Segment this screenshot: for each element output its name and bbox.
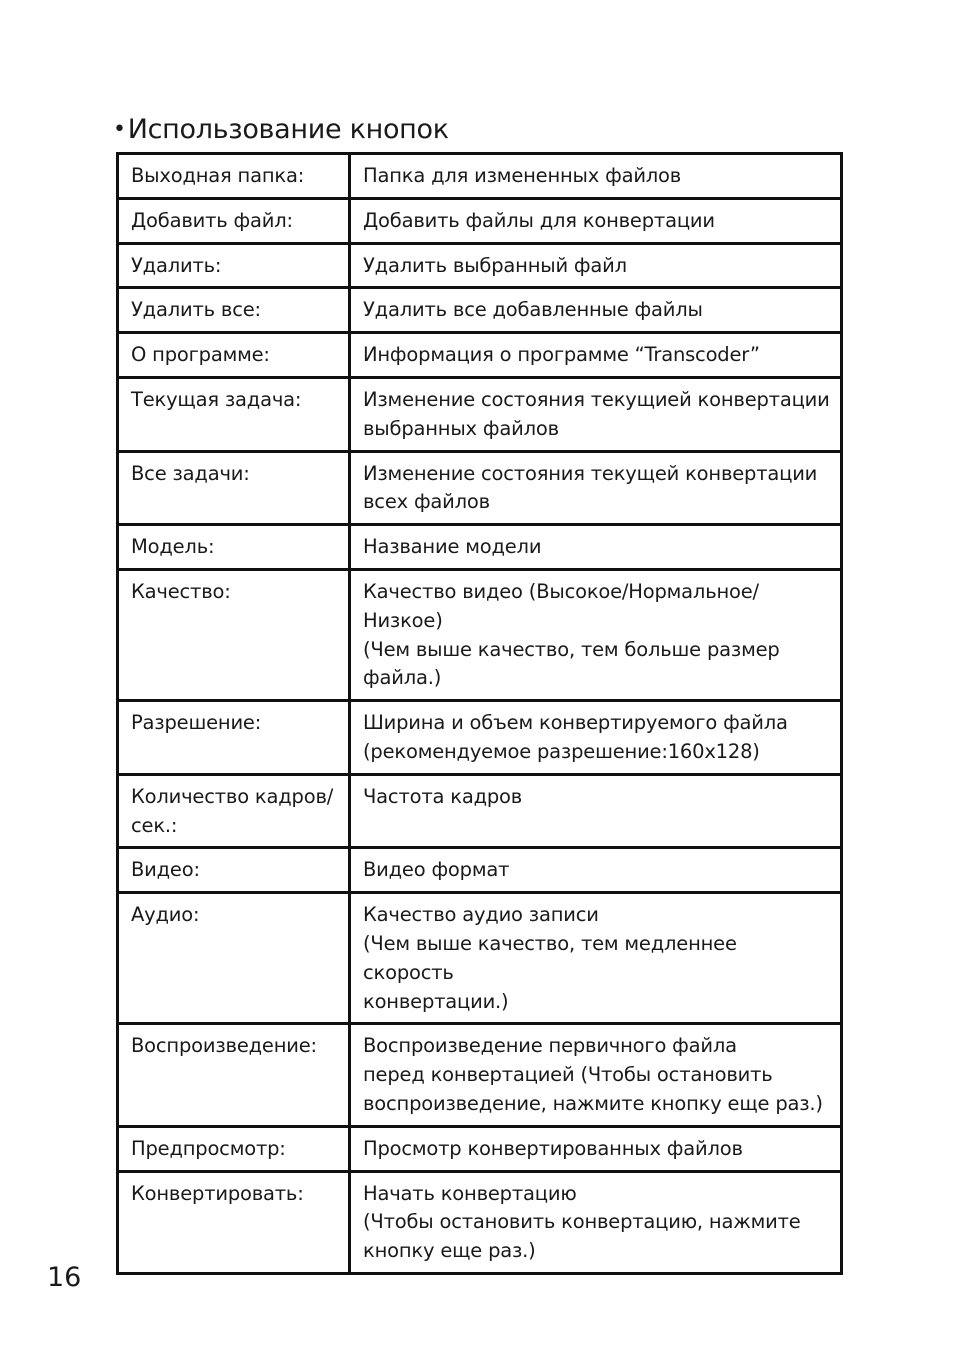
button-description-cell: Название модели [350,525,842,570]
button-description-cell: Изменение состояния текущей конвертации всех файлов [350,451,842,525]
button-description-cell: Качество аудио записи (Чем выше качество, тем медленнее скорость конвертации.) [350,893,842,1024]
button-description-cell: Информация о программе “Transcoder” [350,333,842,378]
buttons-table [116,152,843,1275]
table-row [118,451,842,525]
table-row [118,525,842,570]
button-description-cell: Начать конвертацию (Чтобы остановить конвертацию, нажмите кнопку еще раз.) [350,1171,842,1273]
table-row [118,333,842,378]
button-name-cell: Все задачи: [118,451,350,525]
button-description-cell: Ширина и объем конвертируемого файла (рекомендуемое разрешение:160x128) [350,701,842,775]
table-row [118,1171,842,1273]
button-description-cell: Папка для измененных файлов [350,154,842,199]
table-row [118,243,842,288]
button-name-cell: Аудио: [118,893,350,1024]
table-row [118,288,842,333]
button-description-cell: Просмотр конвертированных файлов [350,1126,842,1171]
button-name-cell: Предпросмотр: [118,1126,350,1171]
button-name-cell: Конвертировать: [118,1171,350,1273]
section-heading [113,110,449,152]
button-name-cell: Выходная папка: [118,154,350,199]
button-name-cell: Видео: [118,848,350,893]
table-row [118,377,842,451]
button-name-cell: О программе: [118,333,350,378]
table-row [118,569,842,700]
table-row [118,1024,842,1126]
table-row [118,893,842,1024]
button-name-cell: Удалить все: [118,288,350,333]
button-description-cell: Качество видео (Высокое/Нормальное/ Низкое) (Чем выше качество, тем больше размер файла.) [350,569,842,700]
section-title: Использование кнопок [127,114,449,145]
button-name-cell: Воспроизведение: [118,1024,350,1126]
button-name-cell: Количество кадров/ сек.: [118,774,350,848]
button-name-cell: Текущая задача: [118,377,350,451]
button-description-cell: Частота кадров [350,774,842,848]
table-row [118,154,842,199]
button-description-cell: Удалить все добавленные файлы [350,288,842,333]
table-row [118,701,842,775]
button-description-cell: Видео формат [350,848,842,893]
button-description-cell: Воспроизведение первичного файла перед конвертацией (Чтобы остановить воспроизведение, нажмите кнопку еще раз.) [350,1024,842,1126]
button-description-cell: Изменение состояния текущией конвертации выбранных файлов [350,377,842,451]
table-row [118,1126,842,1171]
button-description-cell: Удалить выбранный файл [350,243,842,288]
button-name-cell: Удалить: [118,243,350,288]
table-row [118,198,842,243]
bullet-icon: • [113,117,126,142]
button-name-cell: Модель: [118,525,350,570]
button-name-cell: Добавить файл: [118,198,350,243]
table-row [118,848,842,893]
page-number: 16 [47,1262,82,1293]
button-description-cell: Добавить файлы для конвертации [350,198,842,243]
button-name-cell: Качество: [118,569,350,700]
button-name-cell: Разрешение: [118,701,350,775]
table-row [118,774,842,848]
